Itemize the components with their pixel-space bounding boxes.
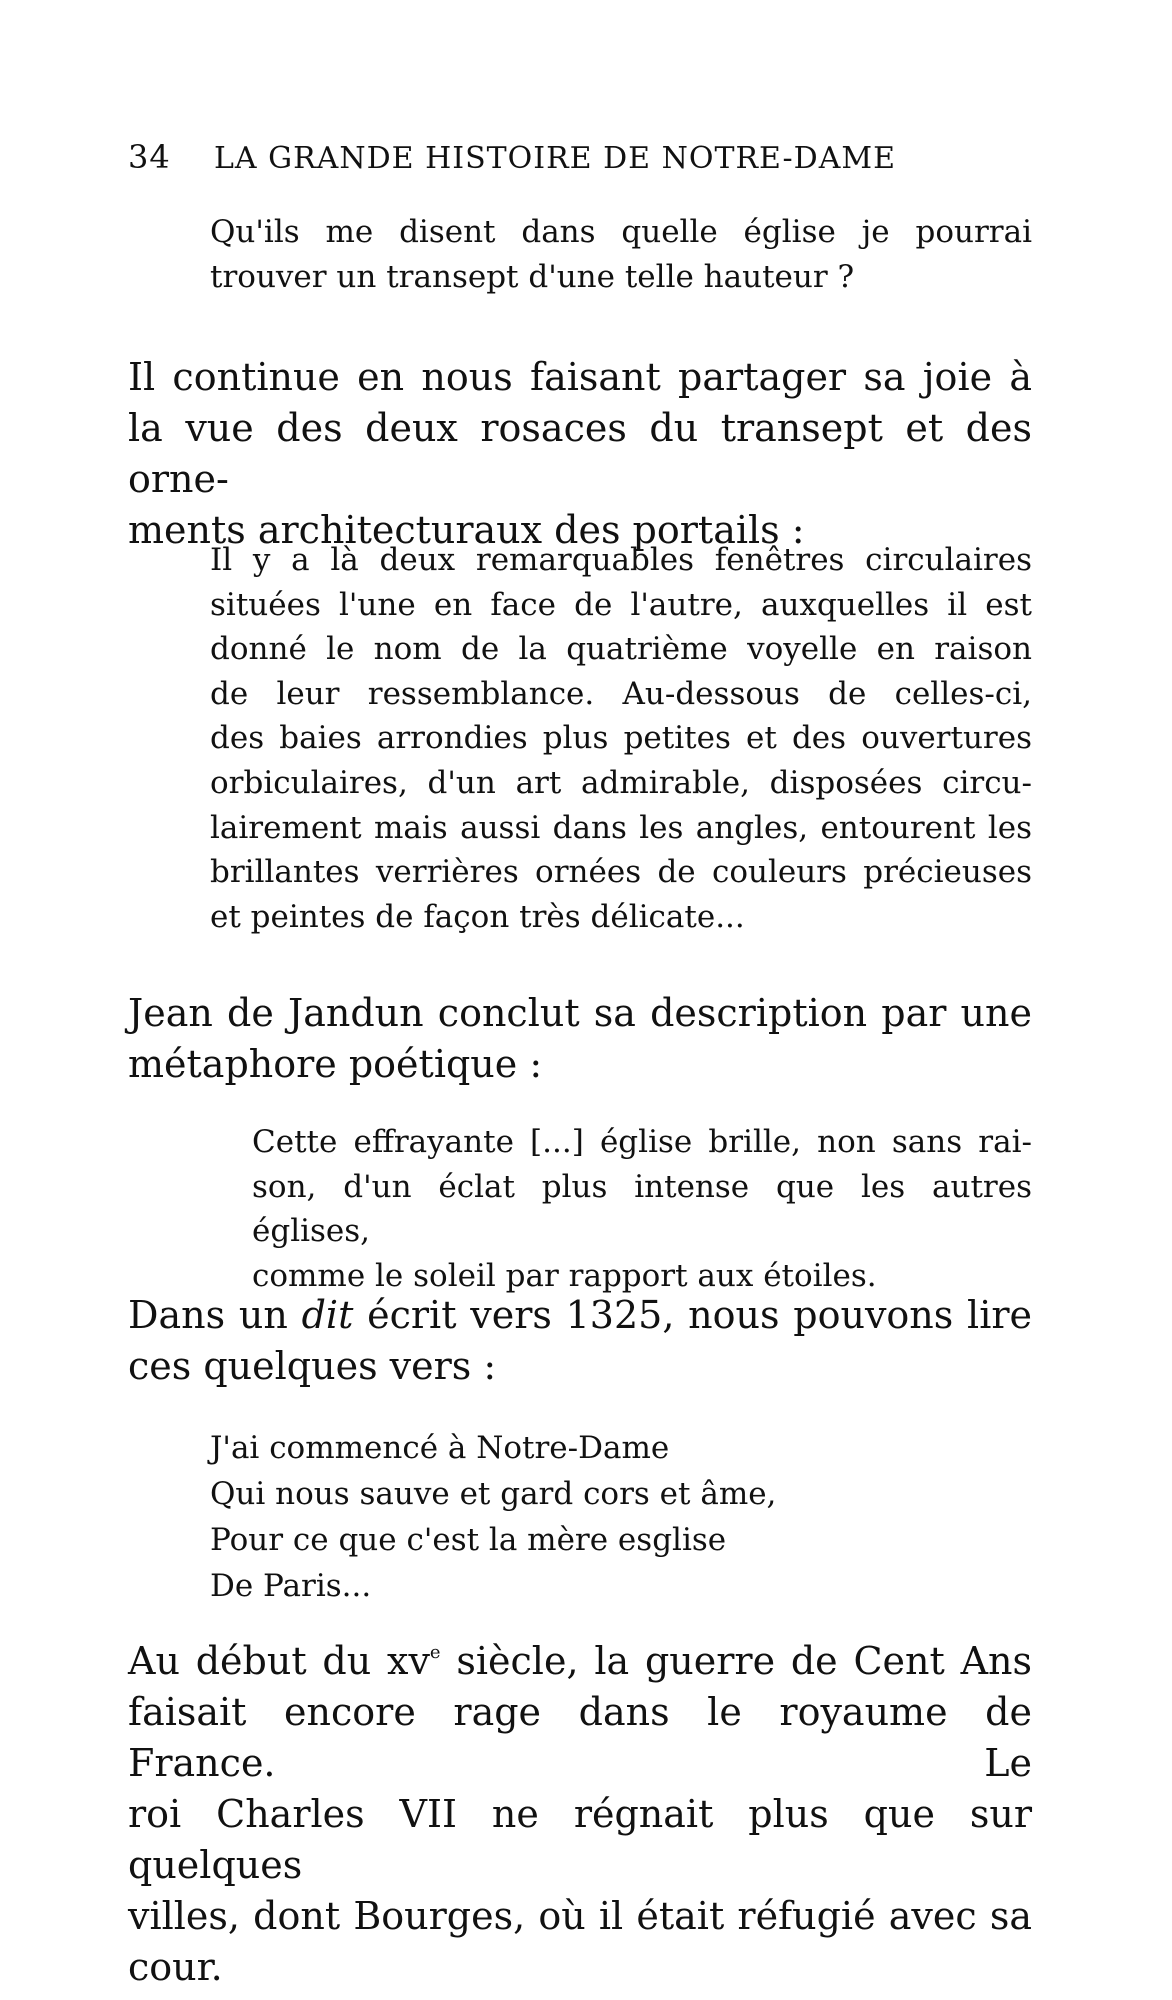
text-run: Au début du xv: [128, 1639, 430, 1683]
quote-line: Qu'ils me disent dans quelle église je pourrai: [210, 214, 1032, 250]
paragraph-2: [128, 988, 1032, 1090]
block-quote-3: [252, 1120, 1032, 1298]
verse-line: Qui nous sauve et gard cors et âme,: [210, 1476, 777, 1512]
text-line: ces quelques vers :: [128, 1344, 497, 1388]
italic-term: dit: [301, 1293, 354, 1337]
quote-line: comme le soleil par rapport aux étoiles.: [252, 1257, 877, 1294]
quote-line: son, d'un éclat plus intense que les autres églises,: [252, 1168, 1032, 1250]
block-quote-2: [210, 538, 1032, 939]
text-line: Jean de Jandun conclut sa description par une: [128, 991, 1032, 1035]
quote-line: des baies arrondies plus petites et des ouvertures: [210, 720, 1032, 757]
text-run: Dans un: [128, 1293, 302, 1337]
running-header: [128, 138, 1028, 176]
quote-line: et peintes de façon très délicate...: [210, 898, 745, 935]
running-title: LA GRANDE HISTOIRE DE NOTRE-DAME: [214, 141, 896, 176]
text-line: Il continue en nous faisant partager sa joie à: [128, 355, 1032, 399]
text-line: roi Charles VII ne régnait plus que sur quelques: [128, 1792, 1032, 1887]
text-line: [128, 1290, 1032, 1341]
text-run: siècle, la guerre de Cent Ans: [440, 1639, 1033, 1683]
text-line: [128, 1636, 1032, 1687]
quote-line: de leur ressemblance. Au-dessous de celles-ci,: [210, 675, 1032, 712]
verse-line: Pour ce que c'est la mère esglise: [210, 1522, 727, 1558]
verse-line: De Paris...: [210, 1568, 372, 1604]
verse-line: J'ai commencé à Notre-Dame: [210, 1430, 670, 1466]
paragraph-1: [128, 352, 1032, 556]
quote-line: brillantes verrières ornées de couleurs précieuses: [210, 854, 1032, 891]
quote-line: Il y a là deux remarquables fenêtres circulaires: [210, 542, 1032, 578]
century-superscript: e: [429, 1642, 441, 1663]
text-line: la vue des deux rosaces du transept et des orne-: [128, 406, 1032, 501]
quote-line: Cette effrayante [...] église brille, non sans rai-: [252, 1124, 1032, 1160]
page-number: 34: [128, 138, 171, 176]
text-run: écrit vers 1325, nous pouvons lire: [353, 1293, 1033, 1337]
quote-line: trouver un transept d'une telle hauteur ?: [210, 258, 855, 295]
quote-line: donné le nom de la quatrième voyelle en raison: [210, 631, 1032, 668]
quote-line: lairement mais aussi dans les angles, entourent les: [210, 809, 1032, 846]
quote-line: situées l'une en face de l'autre, auxquelles il est: [210, 586, 1032, 623]
text-line: villes, dont Bourges, où il était réfugié avec sa cour.: [128, 1894, 1032, 1989]
block-quote-1: [210, 210, 1032, 299]
verse-quote: [210, 1425, 1032, 1609]
paragraph-4: [128, 1636, 1032, 1993]
text-line: métaphore poétique :: [128, 1042, 543, 1086]
quote-line: orbiculaires, d'un art admirable, disposées circu-: [210, 764, 1032, 801]
text-line: faisait encore rage dans le royaume de France. Le: [128, 1690, 1032, 1785]
paragraph-3: [128, 1290, 1032, 1392]
text-line: ments architecturaux des portails :: [128, 508, 805, 552]
